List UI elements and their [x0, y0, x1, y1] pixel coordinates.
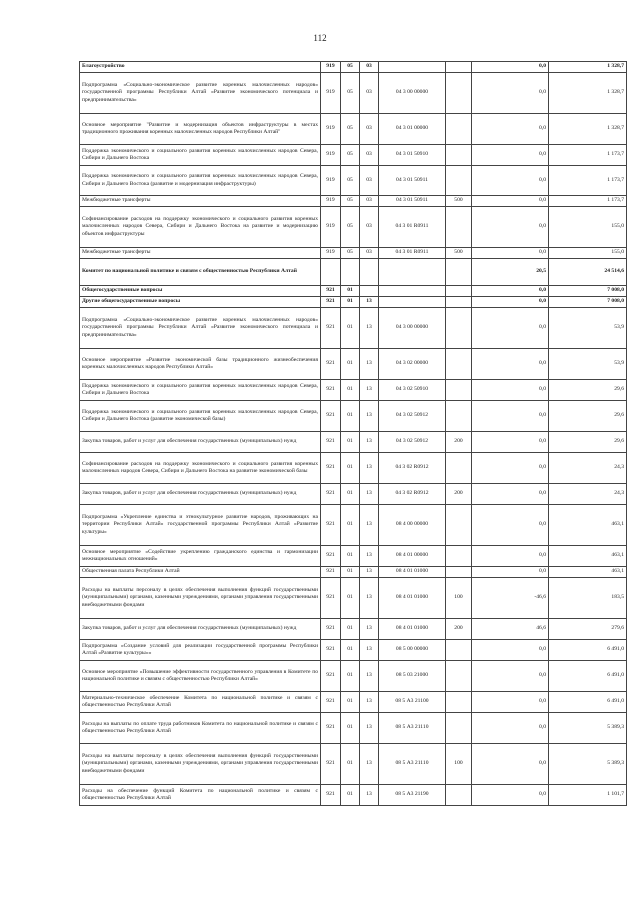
total-amount-cell: 279,6: [549, 619, 627, 640]
table-row: [80, 380, 627, 401]
total-amount-cell: 1 101,7: [549, 785, 627, 806]
total-amount-cell: 53,9: [549, 349, 627, 380]
ministry-code-cell: 921: [321, 484, 341, 505]
target-article-cell: [379, 62, 446, 73]
expense-name-cell: Другие общегосударственные вопросы: [80, 297, 321, 308]
expense-name-cell: Поддержка экономического и социального развития коренных малочисленных народов Севера, Сибири и Дальнего Востока (развитие и модернизация инфраструктуры): [80, 166, 321, 196]
change-amount-cell: 0,0: [472, 166, 549, 196]
total-amount-cell: 1 173,7: [549, 196, 627, 207]
total-amount-cell: 463,1: [549, 505, 627, 546]
change-amount-cell: 0,0: [472, 308, 549, 349]
subsection-code-cell: 03: [360, 62, 379, 73]
ministry-code-cell: 921: [321, 432, 341, 453]
section-code-cell: 05: [341, 114, 360, 145]
table-row: [80, 401, 627, 432]
subsection-code-cell: 13: [360, 640, 379, 661]
expense-name-cell: Поддержка экономического и социального развития коренных малочисленных народов Севера, Сибири и Дальнего Востока: [80, 380, 321, 401]
section-code-cell: 01: [341, 286, 360, 297]
total-amount-cell: 463,1: [549, 546, 627, 567]
expense-type-cell: [446, 166, 472, 196]
section-code-cell: 01: [341, 567, 360, 578]
expense-type-cell: [446, 73, 472, 114]
section-code-cell: 01: [341, 546, 360, 567]
expense-name-cell: Поддержка экономического и социального развития коренных малочисленных народов Севера, Сибири и Дальнего Востока (развитие экономической базы): [80, 401, 321, 432]
total-amount-cell: 1 328,7: [549, 114, 627, 145]
subsection-code-cell: 03: [360, 248, 379, 259]
expense-name-cell: Основное мероприятие «Повышение эффективности государственного управления в Комитете по национальной политике и связям с общественностью Республики Алтай»: [80, 661, 321, 692]
section-code-cell: 01: [341, 578, 360, 619]
ministry-code-cell: 921: [321, 505, 341, 546]
table-row: [80, 744, 627, 785]
target-article-cell: [379, 297, 446, 308]
change-amount-cell: 0,0: [472, 145, 549, 166]
change-amount-cell: 0,0: [472, 661, 549, 692]
expense-name-cell: Межбюджетные трансферты: [80, 196, 321, 207]
expense-name-cell: Закупка товаров, работ и услуг для обеспечения государственных (муниципальных) нужд: [80, 619, 321, 640]
subsection-code-cell: 13: [360, 546, 379, 567]
expense-type-cell: 200: [446, 432, 472, 453]
change-amount-cell: 0,0: [472, 286, 549, 297]
subsection-code-cell: 13: [360, 567, 379, 578]
expense-name-cell: Расходы на выплаты персоналу в целях обеспечения выполнения функций государственными (муниципальными) органами, казенными учреждениями, органами управления государственными внебюджетными фондами: [80, 744, 321, 785]
section-code-cell: 01: [341, 453, 360, 484]
ministry-code-cell: 921: [321, 692, 341, 713]
target-article-cell: 04 3 01 00000: [379, 114, 446, 145]
ministry-code-cell: 919: [321, 248, 341, 259]
expense-name-cell: Расходы на выплаты по оплате труда работников Комитета по национальной политике и связям с общественностью Республики Алтай: [80, 713, 321, 744]
section-code-cell: 01: [341, 484, 360, 505]
expense-type-cell: [446, 505, 472, 546]
total-amount-cell: 6 491,0: [549, 692, 627, 713]
section-code-cell: 01: [341, 380, 360, 401]
expense-name-cell: Расходы на обеспечение функций Комитета по национальной политике и связям с общественностью Республики Алтай: [80, 785, 321, 806]
subsection-code-cell: 13: [360, 297, 379, 308]
total-amount-cell: 1 173,7: [549, 166, 627, 196]
subsection-code-cell: 13: [360, 744, 379, 785]
subsection-code-cell: 13: [360, 349, 379, 380]
change-amount-cell: 0,0: [472, 484, 549, 505]
change-amount-cell: 0,0: [472, 196, 549, 207]
expense-type-cell: 200: [446, 484, 472, 505]
expense-type-cell: 100: [446, 744, 472, 785]
expense-type-cell: 500: [446, 248, 472, 259]
target-article-cell: 08 4 01 01000: [379, 567, 446, 578]
change-amount-cell: 0,0: [472, 401, 549, 432]
budget-table: [79, 61, 627, 806]
subsection-code-cell: 03: [360, 145, 379, 166]
change-amount-cell: 0,0: [472, 380, 549, 401]
subsection-code-cell: 13: [360, 484, 379, 505]
change-amount-cell: 0,0: [472, 453, 549, 484]
ministry-code-cell: 921: [321, 453, 341, 484]
expense-type-cell: [446, 401, 472, 432]
ministry-code-cell: 921: [321, 286, 341, 297]
target-article-cell: 08 4 00 00000: [379, 505, 446, 546]
expense-type-cell: [446, 207, 472, 248]
section-code-cell: 05: [341, 62, 360, 73]
table-row: [80, 248, 627, 259]
expense-name-cell: Подпрограмма «Социально-экономическое развитие коренных малочисленных народов» государственной программы Республики Алтай «Развитие экономического потенциала и предпринимательства»: [80, 73, 321, 114]
table-row: [80, 619, 627, 640]
section-code-cell: 05: [341, 166, 360, 196]
expense-name-cell: Закупка товаров, работ и услуг для обеспечения государственных (муниципальных) нужд: [80, 432, 321, 453]
expense-type-cell: 100: [446, 578, 472, 619]
total-amount-cell: 6 491,0: [549, 661, 627, 692]
expense-type-cell: 200: [446, 619, 472, 640]
subsection-code-cell: 13: [360, 619, 379, 640]
expense-name-cell: Поддержка экономического и социального развития коренных малочисленных народов Севера, Сибири и Дальнего Востока: [80, 145, 321, 166]
expense-name-cell: Общегосударственные вопросы: [80, 286, 321, 297]
total-amount-cell: 7 008,0: [549, 297, 627, 308]
change-amount-cell: 0,0: [472, 73, 549, 114]
table-row: [80, 62, 627, 73]
ministry-code-cell: 919: [321, 207, 341, 248]
ministry-code-cell: 919: [321, 145, 341, 166]
section-code-cell: [341, 259, 360, 286]
target-article-cell: 08 5 00 00000: [379, 640, 446, 661]
table-row: [80, 114, 627, 145]
ministry-code-cell: 921: [321, 567, 341, 578]
section-code-cell: 01: [341, 401, 360, 432]
section-code-cell: 01: [341, 505, 360, 546]
change-amount-cell: 0,0: [472, 114, 549, 145]
table-row: [80, 546, 627, 567]
ministry-code-cell: 921: [321, 744, 341, 785]
table-row: [80, 484, 627, 505]
expense-type-cell: [446, 286, 472, 297]
total-amount-cell: 155,0: [549, 248, 627, 259]
target-article-cell: 04 3 02 50912: [379, 432, 446, 453]
table-row: [80, 297, 627, 308]
subsection-code-cell: 03: [360, 114, 379, 145]
subsection-code-cell: 13: [360, 578, 379, 619]
section-code-cell: 01: [341, 640, 360, 661]
expense-type-cell: [446, 785, 472, 806]
ministry-code-cell: 921: [321, 401, 341, 432]
section-code-cell: 01: [341, 432, 360, 453]
expense-type-cell: [446, 145, 472, 166]
table-row: [80, 308, 627, 349]
change-amount-cell: 0,0: [472, 692, 549, 713]
change-amount-cell: 0,0: [472, 297, 549, 308]
table-row: [80, 207, 627, 248]
expense-name-cell: Софинансирование расходов на поддержку экономического и социального развития коренных малочисленных народов Севера, Сибири и Дальнего Востока на развитие экономической базы: [80, 453, 321, 484]
total-amount-cell: 24 514,6: [549, 259, 627, 286]
total-amount-cell: 183,5: [549, 578, 627, 619]
expense-type-cell: [446, 661, 472, 692]
ministry-code-cell: 921: [321, 308, 341, 349]
table-row: [80, 349, 627, 380]
section-code-cell: 01: [341, 619, 360, 640]
change-amount-cell: 20,5: [472, 259, 549, 286]
expense-type-cell: [446, 713, 472, 744]
section-code-cell: 05: [341, 145, 360, 166]
ministry-code-cell: 919: [321, 62, 341, 73]
ministry-code-cell: 921: [321, 640, 341, 661]
total-amount-cell: 24,3: [549, 484, 627, 505]
expense-name-cell: Межбюджетные трансферты: [80, 248, 321, 259]
target-article-cell: 04 3 00 00000: [379, 308, 446, 349]
subsection-code-cell: 13: [360, 785, 379, 806]
change-amount-cell: 0,0: [472, 713, 549, 744]
change-amount-cell: 0,0: [472, 744, 549, 785]
expense-type-cell: [446, 297, 472, 308]
change-amount-cell: 0,0: [472, 432, 549, 453]
expense-name-cell: Основное мероприятие "Развитие и модернизация объектов инфраструктуры в местах традиционного проживания коренных малочисленных народов Республики Алтай": [80, 114, 321, 145]
section-code-cell: 01: [341, 349, 360, 380]
ministry-code-cell: 921: [321, 713, 341, 744]
change-amount-cell: 0,0: [472, 640, 549, 661]
change-amount-cell: 0,0: [472, 505, 549, 546]
change-amount-cell: 0,0: [472, 62, 549, 73]
ministry-code-cell: 921: [321, 661, 341, 692]
expense-type-cell: 500: [446, 196, 472, 207]
target-article-cell: 04 3 01 50911: [379, 166, 446, 196]
expense-name-cell: Общественная палата Республики Алтай: [80, 567, 321, 578]
expense-name-cell: Основное мероприятие «Развитие экономической базы традиционного жизнеобеспечения коренных малочисленных народов Республики Алтай»: [80, 349, 321, 380]
section-code-cell: 01: [341, 308, 360, 349]
total-amount-cell: 29,6: [549, 380, 627, 401]
table-row: [80, 166, 627, 196]
expense-name-cell: Софинансирование расходов на поддержку экономического и социального развития коренных малочисленных народов Севера, Сибири и Дальнего Востока на развитие и модернизацию объектов инфраструктуры: [80, 207, 321, 248]
section-code-cell: 01: [341, 744, 360, 785]
expense-name-cell: Расходы на выплаты персоналу в целях обеспечения выполнения функций государственными (муниципальными) органами, казенными учреждениями, органами управления государственными внебюджетными фондами: [80, 578, 321, 619]
total-amount-cell: 29,6: [549, 401, 627, 432]
target-article-cell: [379, 259, 446, 286]
table-row: [80, 785, 627, 806]
expense-type-cell: [446, 380, 472, 401]
target-article-cell: 08 5 А3 21100: [379, 692, 446, 713]
change-amount-cell: 0,0: [472, 248, 549, 259]
target-article-cell: 04 3 02 R0912: [379, 484, 446, 505]
target-article-cell: 08 5 03 21000: [379, 661, 446, 692]
subsection-code-cell: 03: [360, 73, 379, 114]
subsection-code-cell: 13: [360, 453, 379, 484]
ministry-code-cell: 919: [321, 166, 341, 196]
expense-name-cell: Подпрограмма «Укрепление единства и этнокультурное развитие народов, проживающих на территории Республики Алтай» государственной программы Республики Алтай «Развитие культуры»: [80, 505, 321, 546]
target-article-cell: 04 3 01 R0911: [379, 248, 446, 259]
ministry-code-cell: 921: [321, 546, 341, 567]
table-row: [80, 692, 627, 713]
total-amount-cell: 1 173,7: [549, 145, 627, 166]
target-article-cell: 04 3 02 00000: [379, 349, 446, 380]
change-amount-cell: 46,6: [472, 619, 549, 640]
expense-name-cell: Подпрограмма «Социально-экономическое развитие коренных малочисленных народов» государственной программы Республики Алтай «Развитие экономического потенциала и предпринимательства»: [80, 308, 321, 349]
subsection-code-cell: 13: [360, 308, 379, 349]
change-amount-cell: 0,0: [472, 785, 549, 806]
ministry-code-cell: 921: [321, 578, 341, 619]
target-article-cell: 04 3 01 50911: [379, 196, 446, 207]
total-amount-cell: 6 491,0: [549, 640, 627, 661]
table-row: [80, 73, 627, 114]
expense-type-cell: [446, 640, 472, 661]
table-row: [80, 505, 627, 546]
total-amount-cell: 53,9: [549, 308, 627, 349]
target-article-cell: 08 4 01 01000: [379, 578, 446, 619]
target-article-cell: 04 3 02 50910: [379, 380, 446, 401]
table-row: [80, 661, 627, 692]
target-article-cell: 08 5 А3 21110: [379, 744, 446, 785]
subsection-code-cell: 03: [360, 196, 379, 207]
subsection-code-cell: 13: [360, 401, 379, 432]
expense-type-cell: [446, 308, 472, 349]
ministry-code-cell: 919: [321, 73, 341, 114]
ministry-code-cell: [321, 259, 341, 286]
section-code-cell: 01: [341, 297, 360, 308]
table-row: [80, 259, 627, 286]
expense-type-cell: [446, 349, 472, 380]
expense-name-cell: Подпрограмма «Создание условий для реализации государственной программы Республики Алтай «Развитие культуры»»: [80, 640, 321, 661]
table-row: [80, 713, 627, 744]
table-row: [80, 196, 627, 207]
table-row: [80, 578, 627, 619]
expense-type-cell: [446, 259, 472, 286]
expense-type-cell: [446, 546, 472, 567]
expense-type-cell: [446, 453, 472, 484]
ministry-code-cell: 919: [321, 114, 341, 145]
total-amount-cell: 155,0: [549, 207, 627, 248]
section-code-cell: 01: [341, 713, 360, 744]
subsection-code-cell: 13: [360, 661, 379, 692]
ministry-code-cell: 921: [321, 619, 341, 640]
expense-type-cell: [446, 567, 472, 578]
section-code-cell: 05: [341, 73, 360, 114]
section-code-cell: 05: [341, 207, 360, 248]
target-article-cell: 08 5 А3 21190: [379, 785, 446, 806]
subsection-code-cell: 13: [360, 380, 379, 401]
change-amount-cell: 0,0: [472, 567, 549, 578]
target-article-cell: 04 3 02 50912: [379, 401, 446, 432]
target-article-cell: 08 4 01 01000: [379, 619, 446, 640]
ministry-code-cell: 921: [321, 785, 341, 806]
target-article-cell: 08 5 А3 21110: [379, 713, 446, 744]
total-amount-cell: 24,3: [549, 453, 627, 484]
subsection-code-cell: 13: [360, 692, 379, 713]
target-article-cell: 04 3 01 R0911: [379, 207, 446, 248]
total-amount-cell: 463,1: [549, 567, 627, 578]
total-amount-cell: 7 008,0: [549, 286, 627, 297]
page-number: 112: [313, 33, 327, 43]
change-amount-cell: 0,0: [472, 546, 549, 567]
subsection-code-cell: 13: [360, 432, 379, 453]
section-code-cell: 01: [341, 785, 360, 806]
subsection-code-cell: 03: [360, 207, 379, 248]
expense-name-cell: Благоустройство: [80, 62, 321, 73]
section-code-cell: 01: [341, 661, 360, 692]
section-code-cell: 05: [341, 248, 360, 259]
expense-type-cell: [446, 62, 472, 73]
target-article-cell: 04 3 01 50910: [379, 145, 446, 166]
total-amount-cell: 29,6: [549, 432, 627, 453]
subsection-code-cell: 13: [360, 505, 379, 546]
subsection-code-cell: 03: [360, 166, 379, 196]
subsection-code-cell: [360, 259, 379, 286]
target-article-cell: [379, 286, 446, 297]
table-row: [80, 145, 627, 166]
table-row: [80, 640, 627, 661]
subsection-code-cell: [360, 286, 379, 297]
total-amount-cell: 5 389,3: [549, 713, 627, 744]
expense-name-cell: Закупка товаров, работ и услуг для обеспечения государственных (муниципальных) нужд: [80, 484, 321, 505]
expense-name-cell: Материально-техническое обеспечение Комитета по национальной политике и связям с общественностью Республики Алтай: [80, 692, 321, 713]
change-amount-cell: 0,0: [472, 207, 549, 248]
ministry-code-cell: 921: [321, 380, 341, 401]
target-article-cell: 04 3 00 00000: [379, 73, 446, 114]
expense-name-cell: Основное мероприятие «Содействие укреплению гражданского единства и гармонизации межнациональных отношений»: [80, 546, 321, 567]
subsection-code-cell: 13: [360, 713, 379, 744]
table-row: [80, 567, 627, 578]
total-amount-cell: 1 328,7: [549, 73, 627, 114]
section-code-cell: 01: [341, 692, 360, 713]
ministry-code-cell: 921: [321, 297, 341, 308]
section-code-cell: 05: [341, 196, 360, 207]
target-article-cell: 04 3 02 R0912: [379, 453, 446, 484]
expense-type-cell: [446, 114, 472, 145]
total-amount-cell: 5 389,3: [549, 744, 627, 785]
table-row: [80, 286, 627, 297]
ministry-code-cell: 919: [321, 196, 341, 207]
expense-name-cell: Комитет по национальной политике и связям с общественностью Республики Алтай: [80, 259, 321, 286]
change-amount-cell: -46,6: [472, 578, 549, 619]
table-row: [80, 432, 627, 453]
table-row: [80, 453, 627, 484]
total-amount-cell: 1 328,7: [549, 62, 627, 73]
ministry-code-cell: 921: [321, 349, 341, 380]
change-amount-cell: 0,0: [472, 349, 549, 380]
expense-type-cell: [446, 692, 472, 713]
target-article-cell: 08 4 01 00000: [379, 546, 446, 567]
